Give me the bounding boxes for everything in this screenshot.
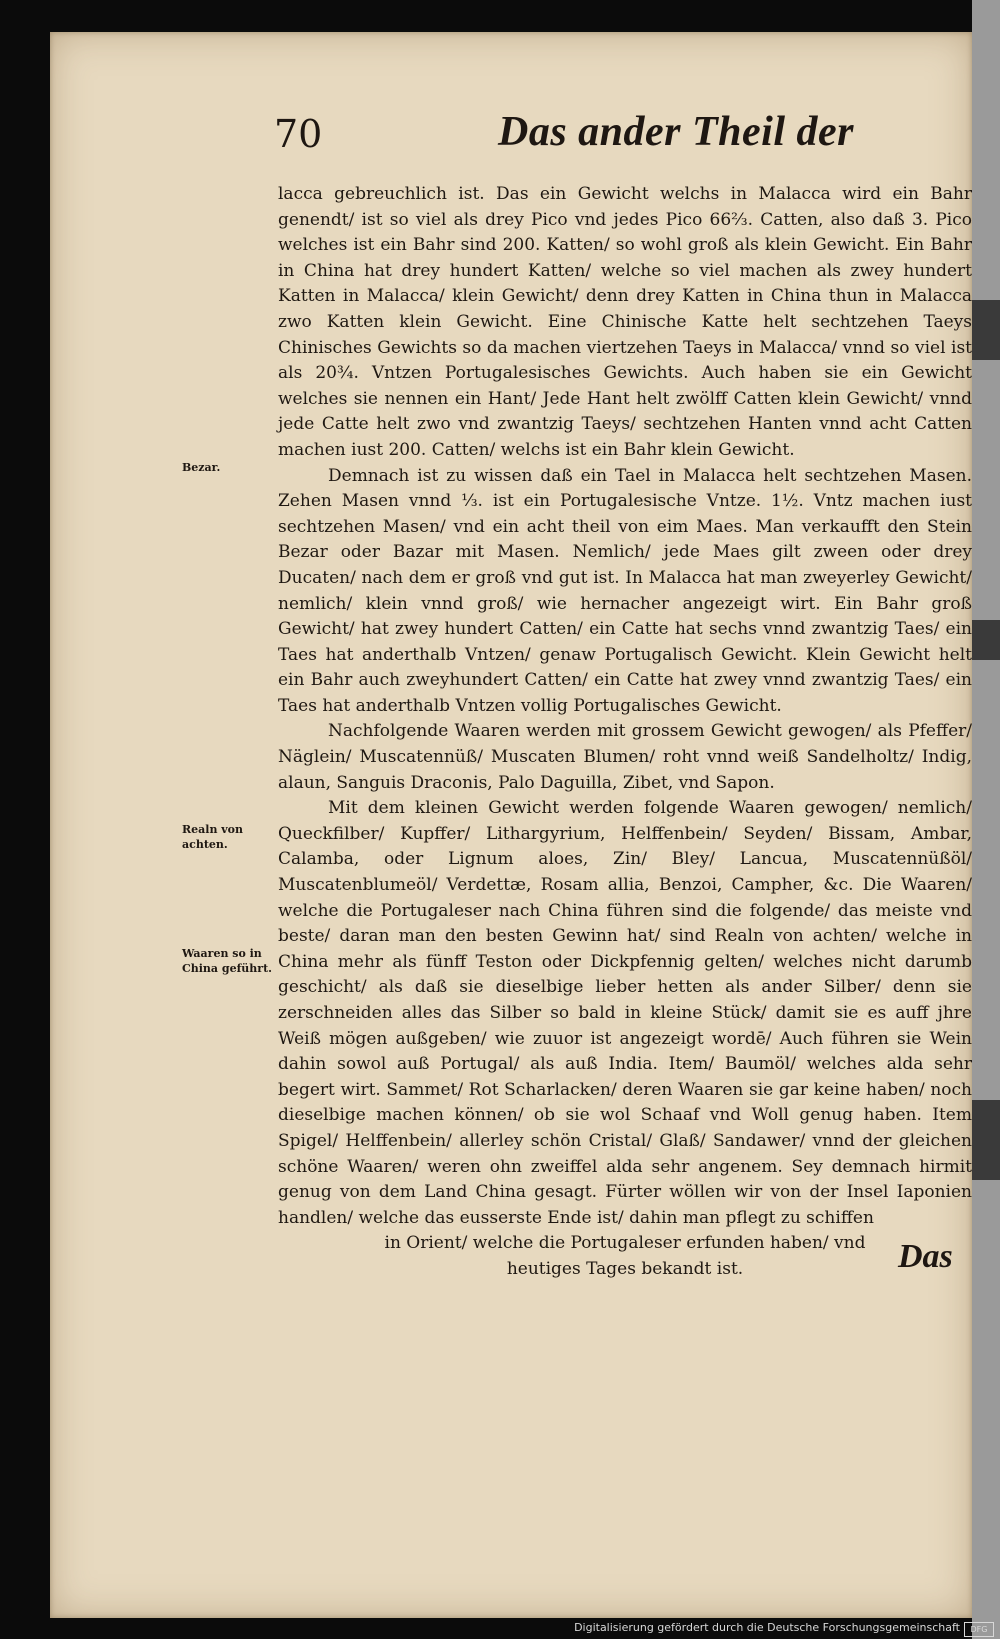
running-head: Das ander Theil der bbox=[498, 109, 854, 155]
digitization-footer bbox=[0, 1620, 1000, 1639]
funding-credit: Digitalisierung gefördert durch die Deutsche Forschungsgemeinschaft bbox=[574, 1621, 960, 1634]
marginal-note-waaren: Waaren so in China geführt. bbox=[182, 947, 273, 975]
paragraph: lacca gebreuchlich ist. Das ein Gewicht welchs in Malacca wird ein Bahr genendt/ ist so viel als drey Pico vnd jedes Pico 66⅔. Catten, also daß 3. Pico welches ist ein Bahr sind 200. Katten/ so wohl groß als klein Gewicht. Ein Bahr in China hat drey hundert Katten/ welche so viel machen als zwey hundert Katten in Malacca/ klein Gewicht/ denn drey Katten in China thun in Malacca zwo Katten klein Gewicht. Eine Chinische Katte helt sechtzehen Taeys Chinisches Gewichts so da machen viertzehen Taeys in Malacca/ vnnd so viel ist als 20¾. Vntzen Portugalesisches Gewichts. Auch haben sie ein Gewicht welches sie nennen ein Hant/ Jede Hant helt zwölff Catten klein Gewicht/ vnnd jede Catte helt zwo vnd zwantzig Taeys/ sechtzehen Hanten vnnd acht Catten machen iust 200. Catten/ welchs ist ein Bahr klein Gewicht. bbox=[278, 184, 972, 460]
paragraph: Mit dem kleinen Gewicht werden folgende Waaren gewogen/ nemlich/ Queckfilber/ Kupffer/ Lithargyrium, Helffenbein/ Seyden/ Bissam, Ambar, Calamba, oder Lignum aloes, Zin/ Bley/ Lancua, Muscatennüßöl/ Muscatenblumeöl/ Verdettæ, Rosam allia, Benzoi, Campher, &c. Die Waaren/ welche die Portugaleser nach China führen sind die folgende/ das meiste vnd beste/ daran man den besten Gewinn hat/ sind Realn von achten/ welche in China mehr als fünff Teston oder Dickpfennig gelten/ welches nicht darumb geschicht/ als daß sie dieselbige lieber hetten als ander Silber/ denn sie zerschneiden alles das Silber so bald in kleine Stück/ damit sie es auff jhre Weiß mögen außgeben/ wie zuuor ist angezeigt wordē/ Auch führen sie Wein dahin sowol auß Portugal/ als auß India. Item/ Baumöl/ welches alda sehr begert wirt. Sammet/ Rot Scharlacken/ deren Waaren sie gar keine haben/ noch dieselbige machen können/ ob sie wol Schaaf vnd Woll genug haben. Item Spigel/ Helffenbein/ allerley schön Cristal/ Glaß/ Sandawer/ vnnd der gleichen schöne Waaren/ weren ohn zweiffel alda sehr angenem. Sey demnach hirmit genug von dem Land China gesagt. Fürter wöllen wir von der Insel Iaponien handlen/ welche das eusserste Ende ist/ dahin man pflegt zu schiffen bbox=[278, 798, 972, 1228]
body-text bbox=[278, 182, 972, 1283]
marginal-note-realn: Realn von achten. bbox=[182, 823, 243, 851]
paragraph: heutiges Tages bekandt ist. bbox=[506, 1258, 744, 1279]
marginal-note-bezar: Bezar. bbox=[182, 461, 221, 474]
paragraph: Nachfolgende Waaren werden mit grossem Gewicht gewogen/ als Pfeffer/ Näglein/ Muscatennüß/ Muscaten Blumen/ roht vnnd weiß Sandelholtz/ Indig, alaun, Sanguis Draconis, Palo Daguilla, Zibet, vnd Sapon. bbox=[278, 721, 972, 793]
page-header bbox=[50, 104, 972, 164]
page-number: 70 bbox=[274, 112, 323, 156]
catchword: Das bbox=[898, 1238, 953, 1275]
paragraph: in Orient/ welche die Portugaleser erfunden haben/ vnd bbox=[384, 1233, 866, 1254]
paragraph: Demnach ist zu wissen daß ein Tael in Malacca helt sechtzehen Masen. Zehen Masen vnnd ⅓. ist ein Portugalesische Vntze. 1½. Vntz machen iust sechtzehen Masen/ vnd ein acht theil von eim Maes. Man verkaufft den Stein Bezar oder Bazar mit Masen. Nemlich/ jede Maes gilt zween oder drey Ducaten/ nach dem er groß vnd gut ist. In Malacca hat man zweyerley Gewicht/ nemlich/ klein vnnd groß/ wie hernacher angezeigt wirt. Ein Bahr groß Gewicht/ hat zwey hundert Catten/ ein Catte hat sechs vnnd zwantzig Taes/ ein Taes hat anderthalb Vntzen/ genaw Portugalisch Gewicht. Klein Gewicht helt ein Bahr auch zweyhundert Catten/ ein Catte hat zwey vnnd zwantzig Taes/ ein Taes hat anderthalb Vntzen vollig Portugalisches Gewicht. bbox=[278, 465, 972, 716]
scan-edge-strip bbox=[972, 0, 1000, 1639]
book-page bbox=[50, 32, 972, 1618]
dfg-logo-icon: DFG bbox=[964, 1622, 994, 1637]
